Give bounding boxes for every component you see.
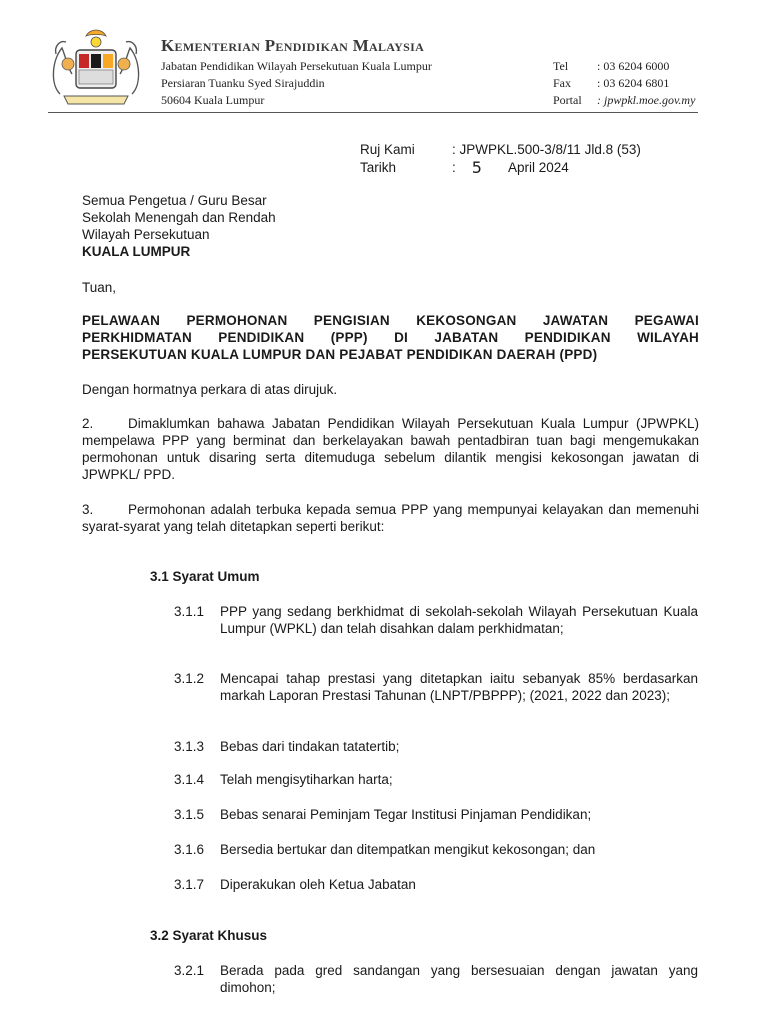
item-number: 3.2.1	[174, 963, 205, 978]
recipient-line: Wilayah Persekutuan	[82, 227, 210, 242]
list-item	[174, 771, 698, 788]
address-line: Persiaran Tuanku Syed Sirajuddin	[161, 76, 325, 90]
item-text: Bebas senarai Peminjam Tegar Institusi Pinjaman Pendidikan;	[220, 807, 592, 822]
item-text: Bebas dari tindakan tatatertib;	[220, 739, 400, 754]
item-number: 3.1.2	[174, 671, 205, 686]
letterhead-divider	[48, 112, 698, 113]
section-title-syarat-khusus: 3.2 Syarat Khusus	[150, 928, 268, 943]
ruj-value: : JPWPKL.500-3/8/11 Jld.8 (53)	[452, 142, 641, 157]
paragraph-number: 2.	[82, 416, 94, 431]
list-item	[174, 738, 698, 755]
contact-label: Portal	[553, 93, 582, 107]
section-title-syarat-umum: 3.1 Syarat Umum	[150, 569, 260, 584]
address-line: 50604 Kuala Lumpur	[161, 93, 265, 107]
list-item	[174, 670, 698, 704]
paragraph-3	[82, 501, 699, 535]
opening-line: Dengan hormatnya perkara di atas dirujuk.	[82, 382, 338, 397]
tarikh-colon: :	[452, 160, 456, 175]
list-item	[174, 603, 698, 637]
recipient-city: KUALA LUMPUR	[82, 244, 191, 259]
list-item	[174, 962, 698, 996]
address-line: Jabatan Pendidikan Wilayah Persekutuan Kuala Lumpur	[161, 59, 432, 73]
portal-link[interactable]: : jpwpkl.moe.gov.my	[597, 93, 696, 107]
ruj-label: Ruj Kami	[360, 142, 415, 157]
paragraph-text: Permohonan adalah terbuka kepada semua PPP yang mempunyai kelayakan dan memenuhi syarat-syarat yang telah ditetapkan seperti berikut:	[82, 502, 699, 534]
paragraph-number: 3.	[82, 502, 94, 517]
syarat-khusus-list	[174, 962, 698, 1002]
item-text: Diperakukan oleh Ketua Jabatan	[220, 877, 416, 892]
item-text: PPP yang sedang berkhidmat di sekolah-sekolah Wilayah Persekutuan Kuala Lumpur (WPKL) dan telah disahkan dalam perkhidmatan;	[220, 604, 698, 636]
letterhead-address	[161, 58, 432, 109]
contact-label: Tel	[553, 59, 569, 73]
recipient-line: Semua Pengetua / Guru Besar	[82, 193, 267, 208]
item-number: 3.1.1	[174, 604, 205, 619]
paragraph-2	[82, 415, 699, 483]
subject-line: PERKHIDMATAN PENDIDIKAN (PPP) DI JABATAN PENDIDIKAN WILAYAH	[82, 330, 699, 345]
list-item	[174, 806, 698, 823]
list-item	[174, 841, 698, 858]
item-number: 3.1.3	[174, 739, 205, 754]
contact-value: : 03 6204 6801	[597, 76, 670, 90]
item-number: 3.1.4	[174, 772, 205, 787]
subject-line: PERSEKUTUAN KUALA LUMPUR DAN PEJABAT PENDIDIKAN DAERAH (PPD)	[82, 347, 598, 362]
item-text: Telah mengisytiharkan harta;	[220, 772, 393, 787]
paragraph-text: Dimaklumkan bahawa Jabatan Pendidikan Wilayah Persekutuan Kuala Lumpur (JPWPKL) mempelawa PPP yang berminat dan berkelayakan bawah pentadbiran tuan bagi mengemukakan permohonan untuk disaring serta ditemuduga sebelum dilantik mengisi kekosongan jawatan di JPWPKL/ PPD.	[82, 416, 699, 482]
ministry-name: Kementerian Pendidikan Malaysia	[161, 36, 425, 55]
item-number: 3.1.7	[174, 877, 205, 892]
tarikh-month-year: April 2024	[507, 160, 569, 175]
item-text: Mencapai tahap prestasi yang ditetapkan iaitu sebanyak 85% berdasarkan markah Laporan Prestasi Tahunan (LNPT/PBPPP); (2021, 2022 dan 2023);	[220, 671, 698, 703]
item-number: 3.1.6	[174, 842, 205, 857]
subject-heading	[82, 312, 699, 363]
tarikh-day-handwritten: 5	[471, 158, 482, 177]
coat-of-arms-icon	[46, 24, 146, 108]
syarat-umum-list	[174, 603, 698, 903]
contact-value: : 03 6204 6000	[597, 59, 670, 73]
item-text: Berada pada gred sandangan yang bersesuaian dengan jawatan yang dimohon;	[220, 963, 698, 995]
item-number: 3.1.5	[174, 807, 205, 822]
salutation: Tuan,	[82, 280, 117, 295]
subject-line: PELAWAAN PERMOHONAN PENGISIAN KEKOSONGAN JAWATAN PEGAWAI	[82, 313, 699, 328]
reference-block	[360, 141, 641, 177]
recipient-line: Sekolah Menengah dan Rendah	[82, 210, 276, 225]
recipient-block	[82, 192, 699, 260]
list-item	[174, 876, 698, 893]
contact-label: Fax	[553, 76, 571, 90]
item-text: Bersedia bertukar dan ditempatkan mengikut kekosongan; dan	[220, 842, 596, 857]
tarikh-label: Tarikh	[360, 160, 397, 175]
letterhead-contact	[553, 58, 695, 109]
